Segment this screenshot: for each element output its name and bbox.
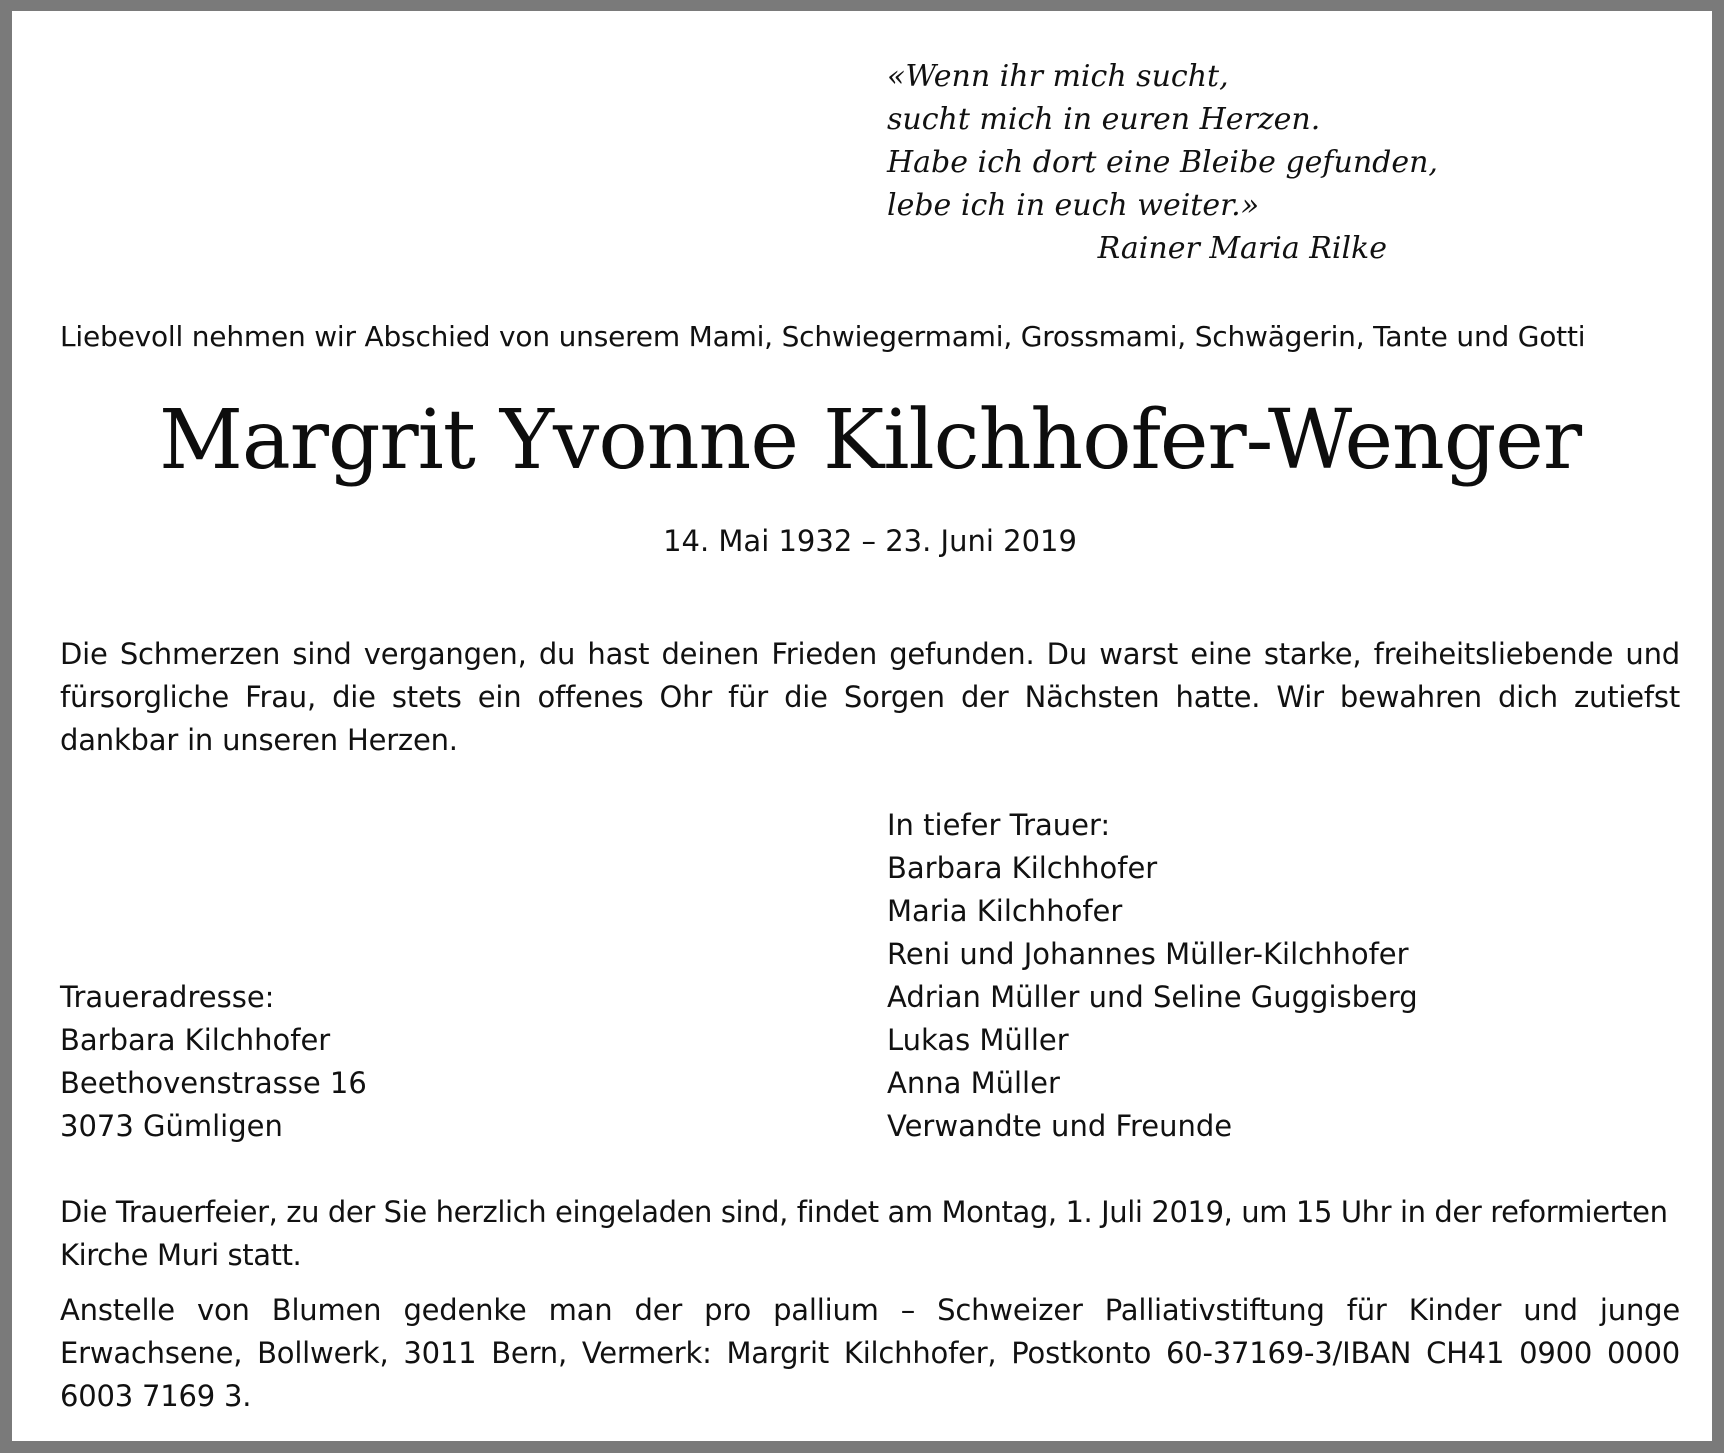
quote-line-2: sucht mich in euren Herzen. [887, 102, 1321, 137]
funeral-service-notice: Die Trauerfeier, zu der Sie herzlich eingeladen sind, findet am Montag, 1. Juli 2019, um 15 Uhr in der reformierten Kirche Muri statt. [60, 1195, 1668, 1272]
mourner-name: Adrian Müller und Seline Guggisberg [887, 980, 1418, 1014]
quote-line-3: Habe ich dort eine Bleibe gefunden, [887, 145, 1438, 180]
mourner-name: Anna Müller [887, 1066, 1060, 1100]
deceased-name: Margrit Yvonne Kilchhofer-Wenger [158, 393, 1582, 488]
life-dates: 14. Mai 1932 – 23. Juni 2019 [663, 524, 1077, 558]
rilke-quote [887, 55, 1438, 270]
mourning-address [60, 976, 660, 1148]
mourner-name: Reni und Johannes Müller-Kilchhofer [887, 937, 1409, 971]
donation-notice: Anstelle von Blumen gedenke man der pro pallium – Schweizer Palliativstiftung für Kinder und junge Erwachsene, Bollwerk, 3011 Bern, Vermerk: Margrit Kilchhofer, Postkonto 60-37169-3/IBAN CH41 0900 0000 6003 7169 3. [60, 1293, 1680, 1413]
address-line: Beethovenstrasse 16 [60, 1066, 367, 1100]
mourner-name: Barbara Kilchhofer [887, 851, 1158, 885]
mourners-list [887, 804, 1647, 1148]
obituary-page [12, 11, 1712, 1441]
quote-line-4: lebe ich in euch weiter.» [887, 188, 1260, 223]
intro-text: Liebevoll nehmen wir Abschied von unserem Mami, Schwiegermami, Grossmami, Schwägerin, Tante und Gotti [60, 320, 1586, 353]
tribute-paragraph: Die Schmerzen sind vergangen, du hast deinen Frieden gefunden. Du warst eine starke, freiheitsliebende und fürsorgliche Frau, die stets ein offenes Ohr für die Sorgen der Nächsten hatte. Wir bewahren dich zutiefst dankbar in unseren Herzen. [60, 637, 1680, 757]
quote-line-1: «Wenn ihr mich sucht, [887, 59, 1229, 94]
mourners-heading: In tiefer Trauer: [887, 808, 1111, 842]
address-line: Barbara Kilchhofer [60, 1023, 331, 1057]
address-line: 3073 Gümligen [60, 1109, 283, 1143]
mourner-name: Verwandte und Freunde [887, 1109, 1233, 1143]
quote-author: Rainer Maria Rilke [1097, 231, 1387, 266]
mourner-name: Maria Kilchhofer [887, 894, 1123, 928]
mourner-name: Lukas Müller [887, 1023, 1069, 1057]
address-heading: Traueradresse: [60, 980, 275, 1014]
